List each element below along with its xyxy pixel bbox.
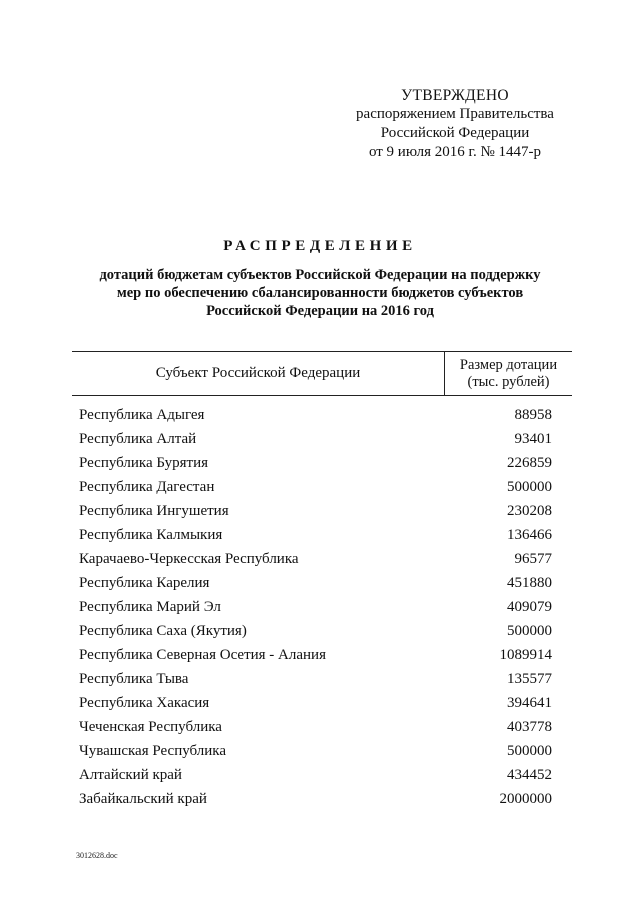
approval-line-2: Российской Федерации xyxy=(380,125,530,141)
approval-stamp: УТВЕРЖДЕНО xyxy=(401,87,509,104)
subsidy-amount: 88958 xyxy=(514,407,552,423)
region-name: Забайкальский край xyxy=(79,791,207,807)
region-name: Чеченская Республика xyxy=(79,719,222,735)
table-row xyxy=(79,763,569,787)
table-row xyxy=(79,739,569,763)
subsidy-amount: 434452 xyxy=(507,767,552,783)
document-title: РАСПРЕДЕЛЕНИЕ xyxy=(223,238,417,254)
table-header xyxy=(72,351,572,396)
region-name: Республика Бурятия xyxy=(79,455,209,471)
column-header-amount-line-2: (тыс. рублей) xyxy=(467,373,550,390)
region-name: Республика Карелия xyxy=(79,575,210,591)
subtitle-line-3: Российской Федерации на 2016 год xyxy=(206,303,434,319)
table-row xyxy=(79,643,569,667)
approval-line-3: от 9 июля 2016 г. № 1447-р xyxy=(368,144,542,160)
subsidy-amount: 93401 xyxy=(514,431,552,447)
approval-line-1: распоряжением Правительства xyxy=(356,106,554,122)
subsidy-amount: 226859 xyxy=(507,455,552,471)
subsidy-amount: 394641 xyxy=(507,695,552,711)
column-header-amount-line-1: Размер дотации xyxy=(459,356,558,373)
subtitle-line-1: дотаций бюджетам субъектов Российской Федерации на поддержку xyxy=(99,267,541,283)
subsidy-amount: 500000 xyxy=(507,623,552,639)
region-name: Республика Северная Осетия - Алания xyxy=(79,647,326,663)
subsidy-amount: 230208 xyxy=(507,503,552,519)
table-row xyxy=(79,787,569,811)
column-header-subject: Субъект Российской Федерации xyxy=(155,365,361,381)
subsidy-amount: 1089914 xyxy=(499,647,552,663)
table-row xyxy=(79,691,569,715)
table-row xyxy=(79,427,569,451)
region-name: Республика Саха (Якутия) xyxy=(79,623,247,639)
subsidy-amount: 96577 xyxy=(514,551,552,567)
subsidy-amount: 500000 xyxy=(507,479,552,495)
subsidy-amount: 403778 xyxy=(507,719,552,735)
subsidy-amount: 136466 xyxy=(507,527,552,543)
subsidy-amount: 409079 xyxy=(507,599,552,615)
region-name: Республика Марий Эл xyxy=(79,599,221,615)
region-name: Чувашская Республика xyxy=(79,743,227,759)
table-row xyxy=(79,499,569,523)
region-name: Республика Тыва xyxy=(79,671,189,687)
subsidy-amount: 451880 xyxy=(507,575,552,591)
table-row xyxy=(79,403,569,427)
table-row xyxy=(79,667,569,691)
column-header-amount xyxy=(445,352,572,395)
document-heading xyxy=(60,236,580,320)
subsidy-amount: 135577 xyxy=(507,671,552,687)
document-subtitle xyxy=(60,266,580,320)
region-name: Алтайский край xyxy=(79,767,182,783)
table-row xyxy=(79,523,569,547)
table-body xyxy=(79,403,569,811)
subtitle-line-2: мер по обеспечению сбалансированности бюджетов субъектов xyxy=(116,285,524,301)
table-row xyxy=(79,451,569,475)
region-name: Республика Хакасия xyxy=(79,695,210,711)
region-name: Карачаево-Черкесская Республика xyxy=(79,551,299,567)
approval-block xyxy=(330,86,580,162)
table-row xyxy=(79,715,569,739)
region-name: Республика Алтай xyxy=(79,431,197,447)
table-row xyxy=(79,571,569,595)
subsidy-amount: 500000 xyxy=(507,743,552,759)
region-name: Республика Дагестан xyxy=(79,479,215,495)
table-row xyxy=(79,595,569,619)
table-row xyxy=(79,619,569,643)
region-name: Республика Калмыкия xyxy=(79,527,223,543)
region-name: Республика Ингушетия xyxy=(79,503,229,519)
table-row xyxy=(79,547,569,571)
table-row xyxy=(79,475,569,499)
subsidy-amount: 2000000 xyxy=(499,791,552,807)
region-name: Республика Адыгея xyxy=(79,407,205,423)
footer-doc-code: 3012628.doc xyxy=(76,851,118,860)
